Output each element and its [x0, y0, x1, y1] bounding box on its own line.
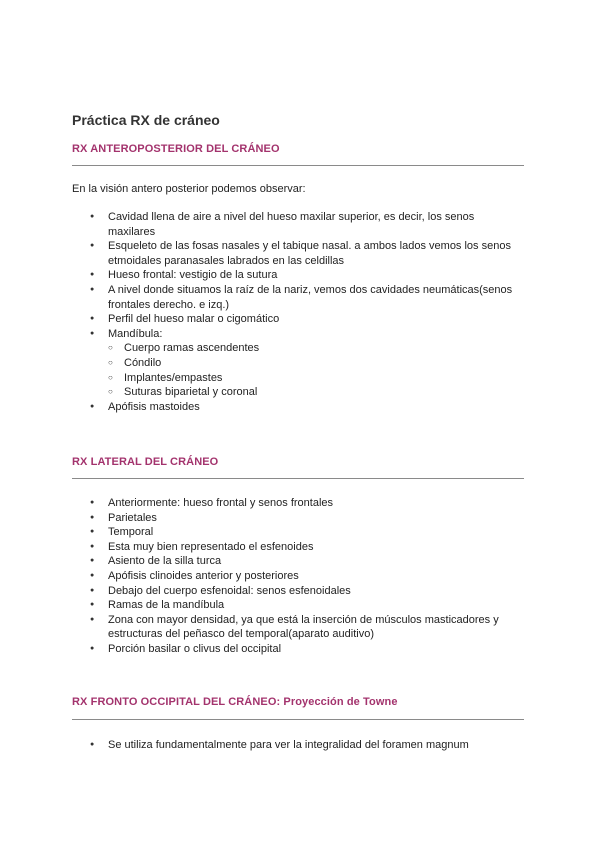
list-item: ● Esta muy bien representado el esfenoides	[90, 540, 520, 555]
list-item: ● Temporal	[90, 525, 520, 540]
list-item: ● Hueso frontal: vestigio de la sutura	[90, 268, 520, 283]
list-item: ● Anteriormente: hueso frontal y senos frontales	[90, 496, 520, 511]
section-divider	[72, 478, 524, 479]
mandibula-sublist	[108, 341, 520, 399]
sublist-item: ○ Cuerpo ramas ascendentes	[108, 341, 520, 356]
sublist-container	[90, 341, 520, 399]
list-item: ● Porción basilar o clivus del occipital	[90, 642, 520, 657]
list-item: ● A nivel donde situamos la raíz de la nariz, vemos dos cavidades neumáticas(senos frontales derecho. e izq.)	[90, 283, 520, 312]
section-divider	[72, 165, 524, 166]
list-item: ● Asiento de la silla turca	[90, 554, 520, 569]
document-title: Práctica RX de cráneo	[72, 112, 220, 128]
anteroposterior-list	[90, 210, 520, 414]
section-heading-anteroposterior: RX ANTEROPOSTERIOR DEL CRÁNEO	[72, 143, 280, 155]
section-heading-fronto-occipital: RX FRONTO OCCIPITAL DEL CRÁNEO: Proyección de Towne	[72, 696, 398, 708]
sublist-item: ○ Implantes/empastes	[108, 371, 520, 386]
section-intro: En la visión antero posterior podemos observar:	[72, 183, 306, 195]
sublist-item: ○ Suturas biparietal y coronal	[108, 385, 520, 400]
sublist-item: ○ Cóndilo	[108, 356, 520, 371]
list-item: ● Apófisis mastoides	[90, 400, 520, 415]
list-item: ● Apófisis clinoides anterior y posteriores	[90, 569, 520, 584]
list-item: ● Esqueleto de las fosas nasales y el tabique nasal. a ambos lados vemos los senos etmoidales paranasales labrados en las celdillas	[90, 239, 520, 268]
list-item: ● Zona con mayor densidad, ya que está la inserción de músculos masticadores y estructuras del peñasco del temporal(aparato auditivo)	[90, 613, 520, 642]
list-item: ● Debajo del cuerpo esfenoidal: senos esfenoidales	[90, 584, 520, 599]
fronto-occipital-list	[90, 738, 520, 753]
list-item: ● Se utiliza fundamentalmente para ver la integralidad del foramen magnum	[90, 738, 520, 753]
list-item: ● Cavidad llena de aire a nivel del hueso maxilar superior, es decir, los senos maxilares	[90, 210, 520, 239]
lateral-list	[90, 496, 520, 657]
list-item: ● Parietales	[90, 511, 520, 526]
list-item: ● Mandíbula:	[90, 327, 520, 342]
section-divider	[72, 719, 524, 720]
list-item: ● Perfil del hueso malar o cigomático	[90, 312, 520, 327]
list-item: ● Ramas de la mandíbula	[90, 598, 520, 613]
section-heading-lateral: RX LATERAL DEL CRÁNEO	[72, 456, 219, 468]
